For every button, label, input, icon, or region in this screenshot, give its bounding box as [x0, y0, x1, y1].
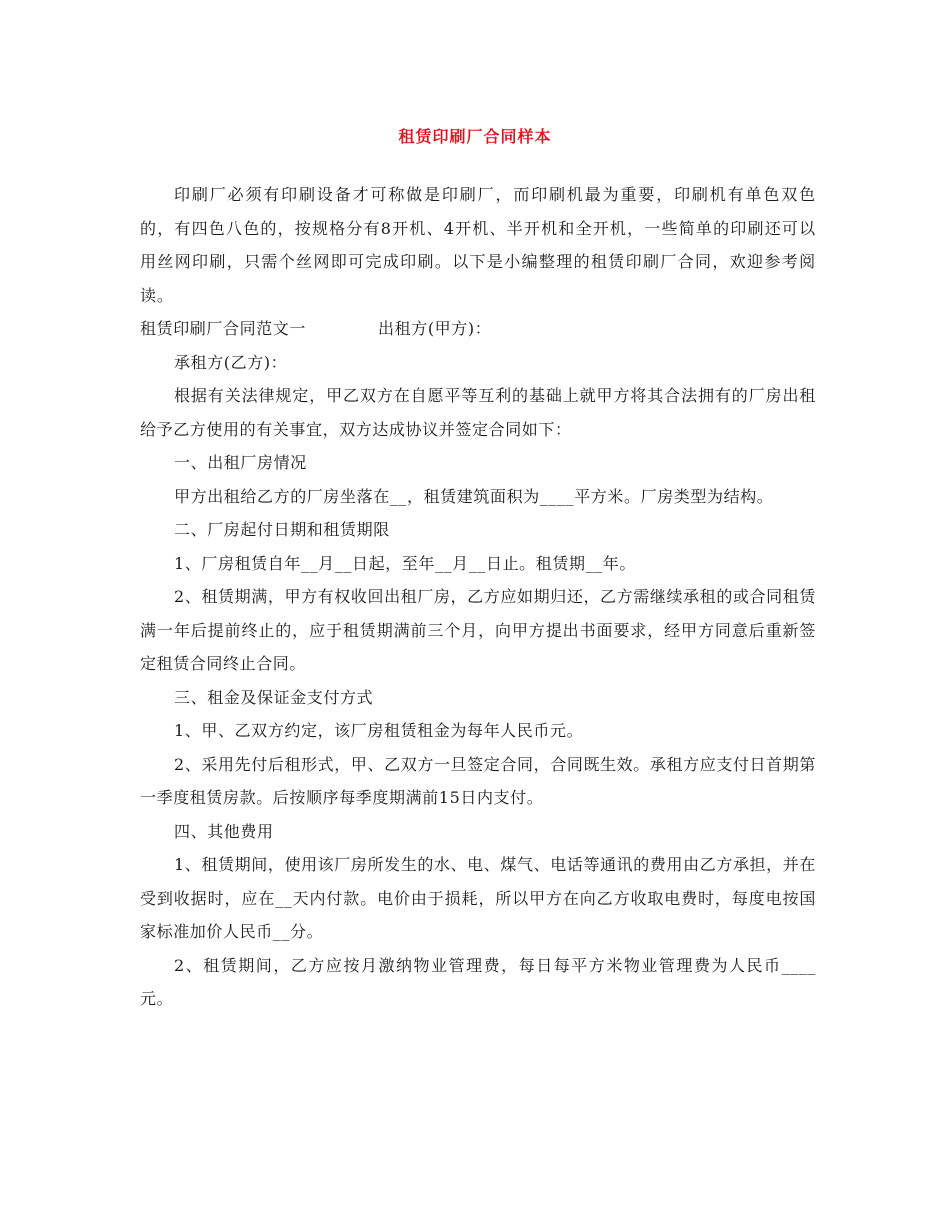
section-3-paragraph-1: 1、甲、乙双方约定，该厂房租赁租金为每年人民币元。 — [174, 721, 584, 740]
document-title: 租赁印刷厂合同样本 — [398, 127, 552, 146]
section-4-title: 四、其他费用 — [174, 821, 274, 841]
document-body — [140, 178, 816, 1016]
section-2-title: 二、厂房起付日期和租赁期限 — [174, 520, 390, 539]
section-3-title: 三、租金及保证金支付方式 — [174, 687, 374, 707]
sample-heading: 租赁印刷厂合同范文一 — [140, 319, 307, 338]
section-3-paragraph-2: 2、采用先付后租形式，甲、乙双方一旦签定合同，合同既生效。承租方应支付日首期第一季度租赁房款。后按顺序每季度期满前15日内支付。 — [140, 754, 816, 807]
section-1-paragraph-1: 甲方出租给乙方的厂房坐落在__，租赁建筑面积为____平方米。厂房类型为结构。 — [174, 486, 774, 506]
section-4-paragraph-1: 1、租赁期间，使用该厂房所发生的水、电、煤气、电话等通讯的费用由乙方承担，并在受到收据时，应在__天内付款。电价由于损耗，所以甲方在向乙方收取电费时，每度电按国家标准加价人民币__分。 — [140, 855, 816, 941]
sample-heading-line — [140, 312, 816, 346]
section-4-paragraph-2: 2、租赁期间，乙方应按月激纳物业管理费，每日每平方米物业管理费为人民币____元。 — [140, 955, 816, 1008]
lessee-label: 承租方(乙方)： — [174, 352, 288, 372]
section-2-paragraph-1: 1、厂房租赁自年__月__日起，至年__月__日止。租赁期__年。 — [174, 553, 636, 573]
intro-paragraph: 印刷厂必须有印刷设备才可称做是印刷厂，而印刷机最为重要，印刷机有单色双色的，有四色八色的，按规格分有8开机、4开机、半开机和全开机，一些简单的印刷还可以用丝网印刷，只需个丝网即可完成印刷。以下是小编整理的租赁印刷厂合同，欢迎参考阅读。 — [140, 185, 816, 305]
section-1-title: 一、出租厂房情况 — [174, 453, 307, 472]
section-2-paragraph-2: 2、租赁期满，甲方有权收回出租厂房，乙方应如期归还，乙方需继续承租的或合同租赁满一年后提前终止的，应于租赁期满前三个月，向甲方提出书面要求，经甲方同意后重新签定租赁合同终止合同。 — [140, 587, 816, 673]
lessor-label: 出租方(甲方)： — [378, 319, 492, 338]
preamble-paragraph: 根据有关法律规定，甲乙双方在自愿平等互利的基础上就甲方将其合法拥有的厂房出租给予乙方使用的有关事宜，双方达成协议并签定合同如下： — [140, 386, 816, 439]
